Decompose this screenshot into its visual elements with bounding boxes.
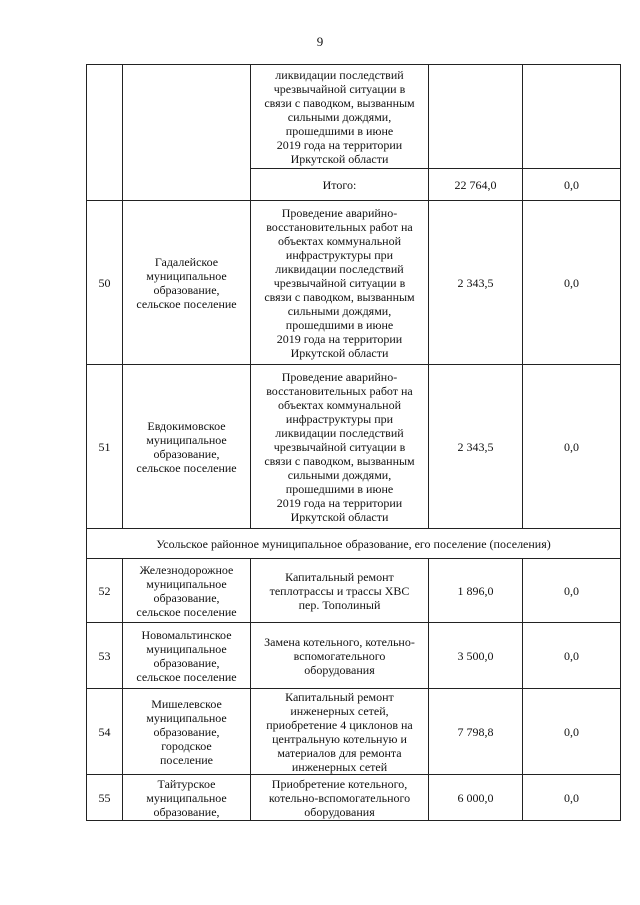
row-number: 54 bbox=[87, 689, 123, 775]
work-description: Капитальный ремонт теплотрассы и трассы ХВС пер. Тополиный bbox=[251, 559, 429, 623]
table-row bbox=[87, 559, 621, 623]
amount-value: 2 343,5 bbox=[429, 365, 523, 529]
row-number: 53 bbox=[87, 623, 123, 689]
municipality-name: Железнодорожное муниципальное образование, сельское поселение bbox=[123, 559, 251, 623]
row-number: 51 bbox=[87, 365, 123, 529]
zero-value: 0,0 bbox=[523, 559, 621, 623]
work-description: Проведение аварийно- восстановительных работ на объектах коммунальной инфраструктуры при ликвидации последствий чрезвычайной ситуации в связи с паводком, вызванным сильными дождями, прошедшими в июне 2019 года на территории Иркутской области bbox=[251, 365, 429, 529]
amount-value: 7 798,8 bbox=[429, 689, 523, 775]
amount-value: 6 000,0 bbox=[429, 775, 523, 821]
row-number: 50 bbox=[87, 201, 123, 365]
zero-value: 0,0 bbox=[523, 775, 621, 821]
municipality-name: Мишелевское муниципальное образование, городское поселение bbox=[123, 689, 251, 775]
work-description: Проведение аварийно- восстановительных работ на объектах коммунальной инфраструктуры при ликвидации последствий чрезвычайной ситуации в связи с паводком, вызванным сильными дождями, прошедшими в июне 2019 года на территории Иркутской области bbox=[251, 201, 429, 365]
row-number: 55 bbox=[87, 775, 123, 821]
table-row bbox=[87, 623, 621, 689]
amount-cell bbox=[429, 65, 523, 169]
table-row bbox=[87, 201, 621, 365]
amount-value: 2 343,5 bbox=[429, 201, 523, 365]
number-cell bbox=[87, 65, 123, 201]
municipality-cell bbox=[123, 65, 251, 201]
municipality-name: Гадалейское муниципальное образование, сельское поселение bbox=[123, 201, 251, 365]
amount-value: 1 896,0 bbox=[429, 559, 523, 623]
table-row bbox=[87, 689, 621, 775]
section-heading-row bbox=[87, 529, 621, 559]
section-heading: Усольское районное муниципальное образование, его поселение (поселения) bbox=[87, 529, 621, 559]
description-cell: ликвидации последствий чрезвычайной ситуации в связи с паводком, вызванным сильными дождями, прошедшими в июне 2019 года на территории Иркутской области bbox=[251, 65, 429, 169]
work-description: Капитальный ремонт инженерных сетей, приобретение 4 циклонов на центральную котельную и материалов для ремонта инженерных сетей bbox=[251, 689, 429, 775]
work-description: Приобретение котельного, котельно-вспомогательного оборудования bbox=[251, 775, 429, 821]
amount-value: 3 500,0 bbox=[429, 623, 523, 689]
work-description: Замена котельного, котельно- вспомогательного оборудования bbox=[251, 623, 429, 689]
municipality-name: Тайтурское муниципальное образование, bbox=[123, 775, 251, 821]
funding-table bbox=[86, 64, 621, 821]
zero-value: 0,0 bbox=[523, 689, 621, 775]
zero-value: 0,0 bbox=[523, 365, 621, 529]
zero-cell bbox=[523, 65, 621, 169]
total-zero: 0,0 bbox=[523, 169, 621, 201]
total-amount: 22 764,0 bbox=[429, 169, 523, 201]
zero-value: 0,0 bbox=[523, 201, 621, 365]
table-row-continuation bbox=[87, 65, 621, 169]
table-row bbox=[87, 365, 621, 529]
page-number: 9 bbox=[316, 34, 324, 49]
total-label: Итого: bbox=[251, 169, 429, 201]
table-row bbox=[87, 775, 621, 821]
row-number: 52 bbox=[87, 559, 123, 623]
municipality-name: Евдокимовское муниципальное образование, сельское поселение bbox=[123, 365, 251, 529]
municipality-name: Новомальтинское муниципальное образование, сельское поселение bbox=[123, 623, 251, 689]
zero-value: 0,0 bbox=[523, 623, 621, 689]
